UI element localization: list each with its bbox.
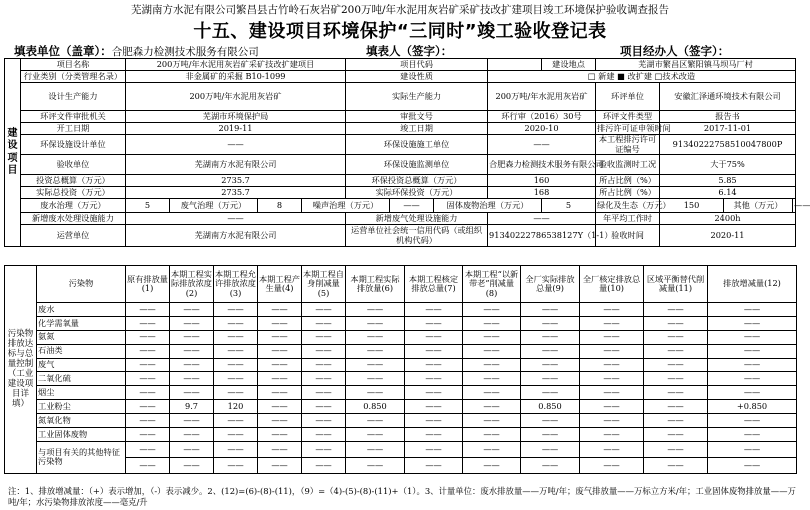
pollutant-name: 烟尘 — [37, 386, 126, 400]
pollutant-value: —— — [346, 428, 405, 442]
value-approval-no: 环行审（2016）30号 — [488, 111, 596, 123]
pollutant-value: —— — [521, 330, 580, 344]
column-header: 污染物 — [37, 266, 126, 303]
pollutant-value: —— — [258, 441, 302, 457]
pollutant-name: 氮氧化物 — [37, 414, 126, 428]
pollutant-value: —— — [170, 316, 214, 330]
pollutant-value: —— — [346, 457, 405, 473]
label-gas: 废气治理（万元） — [170, 199, 258, 213]
label-wastewater: 废水治理（万元） — [21, 199, 126, 213]
label-green: 绿化及生态（万元） — [596, 199, 660, 213]
label-actual-ratio: 所占比例（%） — [596, 187, 660, 199]
pollutant-name: 废水 — [37, 303, 126, 317]
pollutant-value: —— — [302, 441, 346, 457]
pollutant-value: —— — [302, 303, 346, 317]
value-permit-no: 91340222758510047800P — [660, 135, 796, 155]
value-monitor-unit: 合肥森力检测技术服务有限公司 — [488, 155, 596, 175]
pollutant-value: —— — [170, 414, 214, 428]
pollutant-value: —— — [708, 344, 797, 358]
pollutant-value: —— — [258, 316, 302, 330]
pollutant-name: 废气 — [37, 358, 126, 372]
pollutant-value: —— — [126, 372, 170, 386]
footnote: 注：1、排放增减量：（+）表示增加，（-）表示减少。2、(12)=(6)-(8)-(11)，（9）=（4)-(5)-(8)-(11)+（1）。3、计量单位：废水排放量——万吨/年；废气排放量——万标立方米/年；工业固体废物排放量——万吨/年；水污染物排放浓度——毫克/升 — [8, 486, 796, 507]
label-permit-date: 排污许可证申领时间 — [597, 122, 671, 133]
pollutant-value: —— — [580, 330, 644, 344]
pollutant-value: —— — [214, 330, 258, 344]
pollutant-value: —— — [708, 372, 797, 386]
pollutant-value: —— — [170, 457, 214, 473]
value-env-design: —— — [126, 135, 346, 155]
value-project-code — [488, 59, 542, 71]
pollutant-table — [4, 265, 797, 474]
pollutant-value: —— — [708, 414, 797, 428]
pollutant-value: —— — [170, 386, 214, 400]
filling-unit — [14, 43, 259, 59]
label-accept-unit: 验收单位 — [21, 155, 126, 175]
pollutant-value: —— — [126, 400, 170, 414]
column-header: 本期工程实际排放浓度(2) — [170, 266, 214, 303]
pollutant-value: —— — [302, 358, 346, 372]
value-new-gas: —— — [488, 213, 596, 225]
registration-table — [4, 58, 810, 247]
pollutant-value: —— — [708, 330, 797, 344]
value-noise: —— — [390, 199, 434, 213]
pollutant-value: —— — [405, 428, 463, 442]
pollutant-value: —— — [302, 372, 346, 386]
pollutant-value: —— — [126, 358, 170, 372]
pollutant-value: —— — [644, 344, 708, 358]
label-complete-date: 竣工日期 — [346, 123, 488, 135]
pollutant-value: —— — [405, 414, 463, 428]
pollutant-value: —— — [346, 344, 405, 358]
table-row — [5, 414, 797, 428]
pollutant-value: —— — [258, 457, 302, 473]
pollutant-value: —— — [126, 414, 170, 428]
pollutant-value: —— — [214, 457, 258, 473]
pollutant-value: —— — [405, 457, 463, 473]
pollutant-value: —— — [302, 386, 346, 400]
pollutant-value: —— — [214, 316, 258, 330]
label-eia-type: 环评文件类型 — [596, 111, 660, 123]
value-invest: 2735.7 — [126, 175, 346, 187]
column-header: 全厂核定排放总量(10) — [580, 266, 644, 303]
pollutant-value: 120 — [214, 400, 258, 414]
filler-signature — [366, 43, 452, 59]
label-permit-no: 本工程排污许可证编号 — [596, 135, 660, 155]
filling-unit-value: 合肥森力检测技术服务有限公司 — [111, 46, 259, 58]
value-wastewater: 5 — [126, 199, 170, 213]
pollutant-value: —— — [346, 330, 405, 344]
pollutant-value: —— — [214, 441, 258, 457]
label-accept-time: 验收时间 — [596, 225, 660, 247]
label-invest: 投资总概算（万元） — [21, 175, 126, 187]
pollutant-value: —— — [405, 316, 463, 330]
pollutant-value: —— — [405, 372, 463, 386]
table-row — [5, 303, 797, 317]
pollutant-value: —— — [580, 303, 644, 317]
column-header: 本期工程“以新带老”削减量(8) — [463, 266, 521, 303]
value-eia-unit: 安徽汇泽通环境技术有限公司 — [660, 83, 796, 111]
column-header: 原有排放量(1) — [126, 266, 170, 303]
value-accept-unit: 芜湖南方水泥有限公司 — [126, 155, 346, 175]
pollutant-value: —— — [521, 372, 580, 386]
label-new-ww: 新增废水处理设施能力 — [21, 213, 126, 225]
pollutant-value: —— — [521, 316, 580, 330]
pollutant-value: —— — [580, 441, 644, 457]
pollutant-value: —— — [214, 344, 258, 358]
pollutant-value: —— — [405, 330, 463, 344]
column-header: 全厂实际排放总量(9) — [521, 266, 580, 303]
value-credit-code: 913402227865381​27Y（1-1） — [488, 225, 596, 247]
label-eia-unit: 环评单位 — [596, 83, 660, 111]
label-actual-capacity: 实际生产能力 — [346, 83, 488, 111]
pollutant-value: —— — [258, 344, 302, 358]
value-actual-ratio: 6.14 — [660, 187, 796, 199]
label-env-design: 环保设施设计单位 — [21, 135, 126, 155]
pollutant-value: —— — [580, 400, 644, 414]
pollutant-value: —— — [521, 386, 580, 400]
value-accept-time: 2020-11 — [660, 225, 796, 247]
pollutant-value: —— — [126, 428, 170, 442]
pollutant-name: 工业粉尘 — [37, 400, 126, 414]
value-ratio: 5.85 — [660, 175, 796, 187]
pollutant-value: —— — [521, 303, 580, 317]
pollutant-value: —— — [170, 372, 214, 386]
pollutant-name: 化学需氧量 — [37, 316, 126, 330]
value-env-invest: 160 — [488, 175, 596, 187]
filler-label: 填表人（签字）： — [366, 44, 453, 58]
pollutant-value: —— — [405, 441, 463, 457]
pollutant-value: —— — [405, 386, 463, 400]
value-project-name: 200万吨/年水泥用灰岩矿采矿技改扩建项目 — [126, 59, 346, 71]
pollutant-value: —— — [302, 414, 346, 428]
pollutant-value: —— — [580, 428, 644, 442]
pollutant-value: —— — [644, 330, 708, 344]
value-green: 150 — [660, 199, 724, 213]
pollutant-value: —— — [708, 428, 797, 442]
pollutant-value: —— — [258, 358, 302, 372]
table-row — [5, 428, 797, 442]
pollutant-value: —— — [463, 386, 521, 400]
value-env-build: —— — [488, 135, 596, 155]
pollutant-value: —— — [708, 457, 797, 473]
pollutant-value: —— — [463, 344, 521, 358]
pollutant-value: —— — [463, 428, 521, 442]
pollutant-value: —— — [463, 372, 521, 386]
label-approval-org: 环评文件审批机关 — [21, 111, 126, 123]
pollutant-value: —— — [258, 372, 302, 386]
label-other: 其他（万元） — [724, 199, 793, 213]
label-actual-env-invest: 实际环保投资（万元） — [346, 187, 488, 199]
pollutant-value: +0.850 — [708, 400, 797, 414]
pollutant-value: —— — [346, 358, 405, 372]
table-row — [5, 358, 797, 372]
pollutant-value: —— — [126, 457, 170, 473]
pollutant-value: —— — [170, 428, 214, 442]
pollutant-value: —— — [644, 316, 708, 330]
pollutant-value: —— — [708, 316, 797, 330]
pollutant-value: —— — [644, 386, 708, 400]
pollutant-value: —— — [521, 414, 580, 428]
page-title: 十五、建设项目环境保护“三同时”竣工验收登记表 — [193, 21, 607, 42]
pollutant-name: 工业固体废物 — [37, 428, 126, 442]
label-operator: 运营单位 — [21, 225, 126, 247]
pollutant-value: —— — [405, 303, 463, 317]
manager-label: 项目经办人（签字）： — [620, 44, 730, 58]
pollutant-value: —— — [463, 400, 521, 414]
pollutant-value: —— — [644, 428, 708, 442]
pollutant-value: —— — [302, 400, 346, 414]
column-header: 排放增减量(12) — [708, 266, 797, 303]
value-monitor-condition: 大于75% — [660, 155, 796, 175]
pollutant-value: 0.850 — [521, 400, 580, 414]
pollutant-value: 9.7 — [170, 400, 214, 414]
pollutant-value: —— — [644, 372, 708, 386]
column-header: 区域平衡替代削减量(11) — [644, 266, 708, 303]
label-monitor-condition: 验收监测时工况 — [596, 155, 660, 175]
table-row — [5, 400, 797, 414]
pollutant-value: —— — [580, 358, 644, 372]
manager-signature — [620, 43, 729, 59]
value-actual-invest: 2735.7 — [126, 187, 346, 199]
pollutant-value: —— — [644, 414, 708, 428]
value-nature: □ 新建 ■ 改扩建 □技术改造 — [488, 71, 796, 83]
value-gas: 8 — [258, 199, 302, 213]
pollutant-value: —— — [170, 330, 214, 344]
value-new-ww: —— — [126, 213, 346, 225]
label-hours: 年平均工作时 — [596, 213, 660, 225]
label-approval-no: 审批文号 — [346, 111, 488, 123]
pollutant-value: —— — [463, 330, 521, 344]
label-solid: 固体废物治理（万元） — [434, 199, 542, 213]
label-design-capacity: 设计生产能力 — [21, 83, 126, 111]
pollutant-value: —— — [170, 344, 214, 358]
pollutant-value: —— — [214, 358, 258, 372]
table-row — [5, 316, 797, 330]
column-header: 本期工程核定排放总量(7) — [405, 266, 463, 303]
pollutant-value: —— — [521, 358, 580, 372]
pollutant-value: —— — [214, 428, 258, 442]
label-start-date: 开工日期 — [21, 123, 126, 135]
pollutant-name: 石油类 — [37, 344, 126, 358]
value-design-capacity: 200万吨/年水泥用灰岩矿 — [126, 83, 346, 111]
pollutant-value: —— — [214, 414, 258, 428]
pollutant-value: —— — [258, 400, 302, 414]
pollutant-value: —— — [170, 358, 214, 372]
pollutant-value: —— — [644, 400, 708, 414]
value-operator: 芜湖南方水泥有限公司 — [126, 225, 346, 247]
pollutant-value: —— — [580, 344, 644, 358]
value-solid: 5 — [542, 199, 596, 213]
pollutant-value: —— — [302, 316, 346, 330]
pollutant-value: —— — [126, 386, 170, 400]
label-nature: 建设性质 — [346, 71, 488, 83]
pollutant-value: —— — [463, 441, 521, 457]
pollutant-value: —— — [708, 386, 797, 400]
label-location: 建设地点 — [542, 59, 596, 71]
value-hours: 2400h — [660, 213, 796, 225]
label-noise: 噪声治理（万元） — [302, 199, 390, 213]
table-row — [5, 330, 797, 344]
pollutant-value: —— — [708, 441, 797, 457]
value-complete-date: 2020-10 — [488, 123, 596, 135]
value-location: 芜湖市繁昌区繁阳镇马坝马厂村 — [596, 59, 796, 71]
pollutant-value: —— — [302, 344, 346, 358]
pollutant-value: —— — [258, 303, 302, 317]
label-ratio: 所占比例（%） — [596, 175, 660, 187]
pollutant-value: —— — [302, 428, 346, 442]
pollutant-value: —— — [463, 358, 521, 372]
value-actual-env-invest: 168 — [488, 187, 596, 199]
label-env-build: 环保设施施工单位 — [346, 135, 488, 155]
pollutant-value: —— — [463, 457, 521, 473]
pollutant-value: —— — [405, 358, 463, 372]
table-row — [5, 386, 797, 400]
pollutant-value: —— — [258, 386, 302, 400]
value-permit-date: 2017-11-01 — [660, 123, 796, 135]
column-header: 本期工程允许排放浓度(3) — [214, 266, 258, 303]
pollutant-value: —— — [463, 414, 521, 428]
value-start-date: 2019-11 — [126, 123, 346, 135]
value-industry: 非金属矿的采掘 B10-1099 — [126, 71, 346, 83]
side-label-construction: 建设项目 — [5, 59, 21, 247]
pollutant-value: —— — [214, 386, 258, 400]
value-eia-type: 报告书 — [660, 111, 796, 123]
pollutant-value: —— — [346, 441, 405, 457]
table-row — [5, 344, 797, 358]
column-header: 本期工程实际排放量(6) — [346, 266, 405, 303]
pollutant-value: —— — [405, 400, 463, 414]
pollutant-value: —— — [521, 344, 580, 358]
pollutant-value: —— — [580, 414, 644, 428]
pollutant-value: —— — [302, 330, 346, 344]
pollutant-value: —— — [126, 330, 170, 344]
label-project-code: 项目代码 — [346, 59, 488, 71]
pollutant-value: —— — [258, 414, 302, 428]
pollutant-value: —— — [580, 372, 644, 386]
pollutant-value: —— — [463, 316, 521, 330]
pollutant-name: 氨氮 — [37, 330, 126, 344]
column-header: 本期工程产生量(4) — [258, 266, 302, 303]
pollutant-value: —— — [214, 303, 258, 317]
pollutant-value: —— — [580, 316, 644, 330]
label-new-gas: 新增废气处理设施能力 — [346, 213, 488, 225]
pollutant-value: —— — [258, 330, 302, 344]
table-row — [5, 441, 797, 457]
value-approval-org: 芜湖市环境保护局 — [126, 111, 346, 123]
label-industry: 行业类别（分类管理名录） — [21, 71, 126, 83]
pollutant-value: —— — [644, 457, 708, 473]
pollutant-value: —— — [405, 344, 463, 358]
pollutant-name: 二氧化硫 — [37, 372, 126, 386]
pollutant-value: —— — [346, 414, 405, 428]
pollutant-value: —— — [708, 358, 797, 372]
label-credit-code: 运营单位社会统一信用代码（或组织机构代码） — [346, 225, 488, 247]
pollutant-value: 0.850 — [346, 400, 405, 414]
label-actual-invest: 实际总投资（万元） — [21, 187, 126, 199]
pollutant-value: —— — [258, 428, 302, 442]
pollutant-value: —— — [644, 358, 708, 372]
pollutant-value: —— — [708, 303, 797, 317]
pollutant-value: —— — [302, 457, 346, 473]
pollutant-value: —— — [346, 386, 405, 400]
pollutant-value: —— — [463, 303, 521, 317]
filling-unit-label: 填表单位（盖章）： — [14, 44, 112, 58]
pollutant-value: —— — [580, 457, 644, 473]
pollutant-value: —— — [521, 441, 580, 457]
value-other: —— — [793, 199, 796, 213]
pollutant-value: —— — [521, 457, 580, 473]
pollutant-value: —— — [580, 386, 644, 400]
table-row — [5, 372, 797, 386]
pollutant-value: —— — [126, 316, 170, 330]
value-actual-capacity: 200万吨/年水泥用灰岩矿 — [488, 83, 596, 111]
pollutant-value: —— — [521, 428, 580, 442]
pollutant-value: —— — [346, 316, 405, 330]
column-header: 本期工程自身削减量(5) — [302, 266, 346, 303]
pollutant-value: —— — [644, 441, 708, 457]
pollutant-value: —— — [346, 303, 405, 317]
pollutant-value: —— — [126, 303, 170, 317]
label-project-name: 项目名称 — [21, 59, 126, 71]
label-env-invest: 环保投资总概算（万元） — [346, 175, 488, 187]
side-label-pollutant: 污染物排放达标与总量控制（工业建设项目详填） — [5, 266, 37, 474]
related-pollutants-label: 与项目有关的其他特征污染物 — [37, 441, 126, 473]
pollutant-value: —— — [170, 441, 214, 457]
pollutant-value: —— — [126, 441, 170, 457]
pollutant-value: —— — [126, 344, 170, 358]
pollutant-value: —— — [170, 303, 214, 317]
report-header: 芜湖南方水泥有限公司繁昌县古竹岭石灰岩矿200万吨/年水泥用灰岩矿采矿技改扩建项目竣工环境保护验收调查报告 — [130, 4, 670, 16]
pollutant-value: —— — [346, 372, 405, 386]
label-monitor-unit: 环保设施监测单位 — [346, 155, 488, 175]
pollutant-value: —— — [214, 372, 258, 386]
pollutant-value: —— — [644, 303, 708, 317]
